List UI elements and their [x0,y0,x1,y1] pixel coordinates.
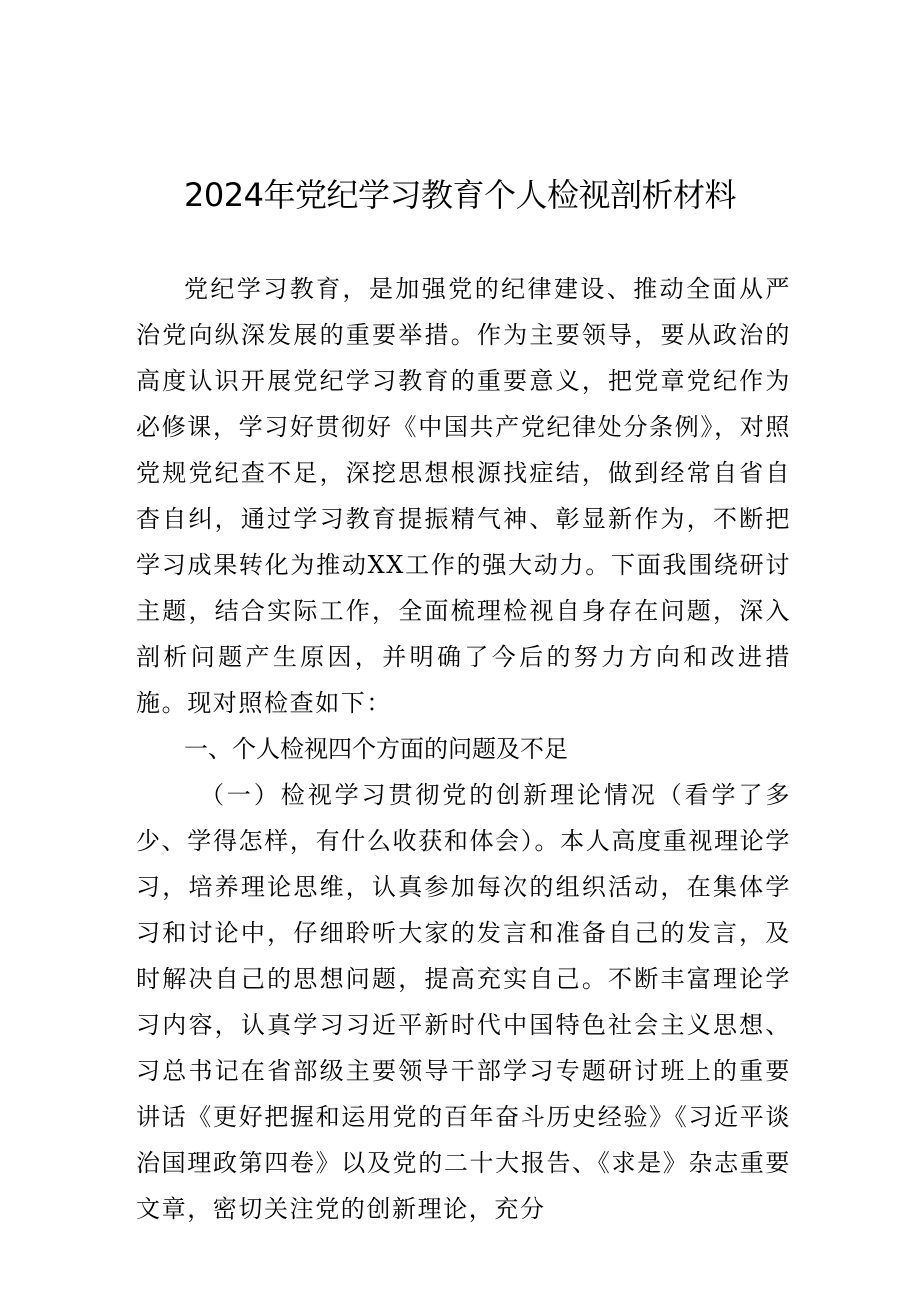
intro-paragraph: 党纪学习教育，是加强党的纪律建设、推动全面从严治党向纵深发展的重要举措。作为主要领导，要从政治的高度认识开展党纪学习教育的重要意义，把党章党纪作为必修课，学习好贯彻好《中国共产党纪律处分条例》，对照党规党纪查不足，深挖思想根源找症结，做到经常自省自杳自纠，通过学习教育提振精气神、彰显新作为，不断把学习成果转化为推动XX工作的强大动力。下面我围绕研讨主题，结合实际工作，全面梳理检视自身存在问题，深入剖析问题产生原因，并明确了今后的努力方向和改进措施。现对照检查如下： [136,275,791,717]
section-1-heading: 一、个人检视四个方面的问题及不足 [184,735,568,763]
document-title: 2024年党纪学习教育个人检视剖析材料 [184,176,736,214]
subsection-1-paragraph: （一）检视学习贯彻党的创新理论情况（看学了多少、学得怎样，有什么收获和体会）。本人高度重视理论学习，培养理论思维，认真参加每次的组织活动，在集体学习和讨论中，仔细聆听大家的发言和准备自己的发言，及时解决自己的思想问题，提高充实自己。不断丰富理论学习内容，认真学习习近平新时代中国特色社会主义思想、习总书记在省部级主要领导干部学习专题研讨班上的重要讲话《更好把握和运用党的百年奋斗历史经验》《习近平谈治国理政第四卷》以及党的二十大报告、《求是》杂志重要文章，密切关注党的创新理论，充分 [136,781,791,1223]
document-body [136,266,791,1232]
